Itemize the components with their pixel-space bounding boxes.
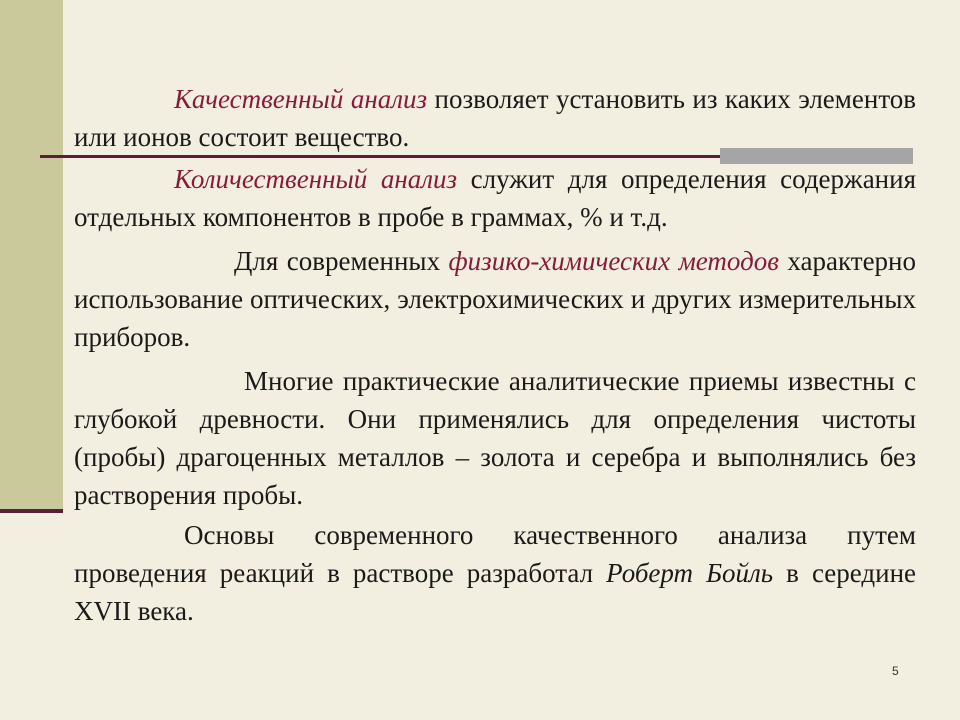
paragraph-quantitative	[74, 160, 916, 236]
paragraph-ancient	[74, 362, 916, 514]
paragraph-text: позволяет установить из каких элементов или ионов состоит вещество.	[74, 84, 917, 152]
paragraph-text: характерно использование оптических, электрохимических и других измерительных приборов.	[74, 246, 916, 352]
paragraph-qualitative	[74, 80, 916, 156]
paragraph-text: Для современных	[234, 246, 449, 276]
term-physchem-methods: физико-химических методов	[448, 246, 779, 276]
slide-body	[74, 80, 916, 630]
term-qualitative-analysis: Качественный анализ	[174, 84, 428, 114]
person-name: Роберт Бойль	[606, 558, 774, 588]
paragraph-text: служит для определения содержания отдельных компонентов в пробе в граммах, % и т.д.	[74, 164, 916, 232]
term-quantitative-analysis: Количественный анализ	[174, 164, 458, 194]
paragraph-text: в середине XVII века.	[74, 558, 917, 626]
paragraph-text: Многие практические аналитические приемы известны с глубокой древности. Они применялись для определения чистоты (пробы) драгоценных металлов – золота и серебра и выполнялись без растворения пробы.	[74, 366, 916, 510]
left-accent-line	[0, 509, 63, 513]
paragraph-physchem	[74, 242, 916, 356]
paragraph-boyle	[74, 516, 916, 630]
page-number: 5	[892, 664, 899, 678]
left-decorative-band	[0, 0, 63, 512]
paragraph-text: Основы современного качественного анализа путем проведения реакций в растворе разработал	[74, 520, 916, 588]
